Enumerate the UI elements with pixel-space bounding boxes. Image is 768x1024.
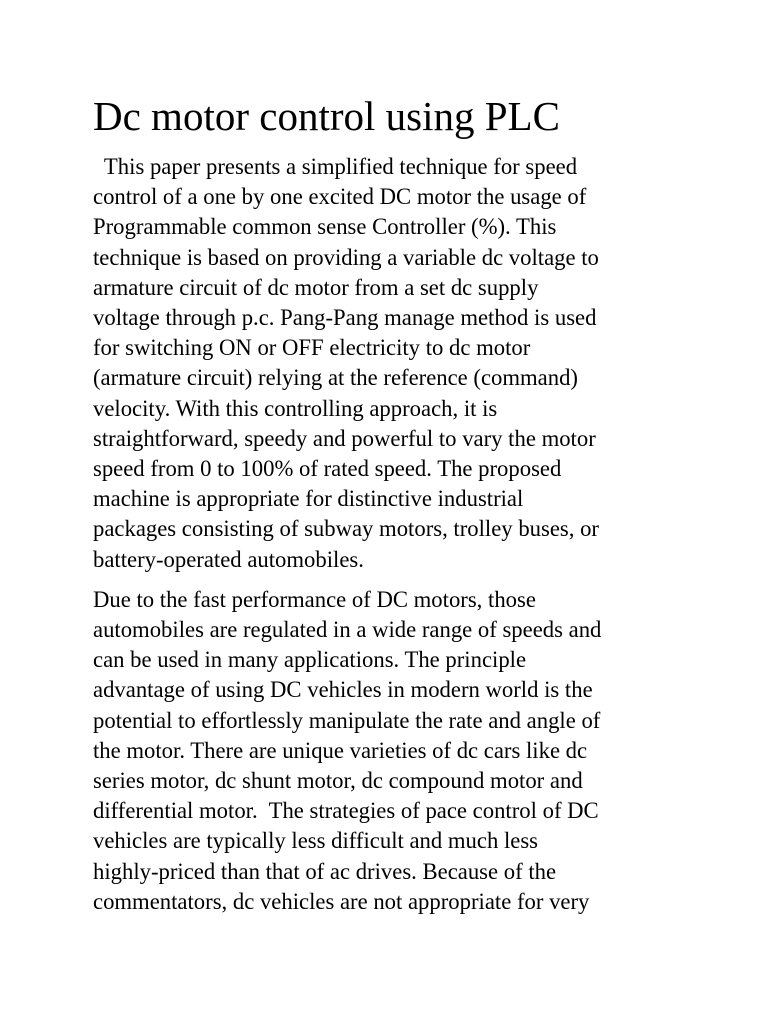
text-line: highly-priced than that of ac drives. Because of the — [93, 858, 557, 884]
text-line: This paper presents a simplified technique for speed — [93, 154, 578, 179]
text-line: advantage of using DC vehicles in modern world is the — [93, 677, 593, 703]
paragraph-body — [93, 585, 683, 917]
text-line: (armature circuit) relying at the reference (command) — [93, 365, 578, 391]
text-line: the motor. There are unique varieties of dc cars like dc — [93, 737, 588, 763]
document-title: Dc motor control using PLC — [93, 93, 560, 139]
text-line: voltage through p.c. Pang-Pang manage method is used — [93, 305, 597, 331]
text-line: straightforward, speedy and powerful to vary the motor — [93, 425, 596, 451]
text-line: can be used in many applications. The principle — [93, 647, 527, 673]
text-line: series motor, dc shunt motor, dc compound motor and — [93, 768, 583, 794]
text-line: Programmable common sense Controller (%). This — [93, 214, 557, 240]
text-line: velocity. With this controlling approach, it is — [93, 395, 498, 421]
text-line: differential motor. The strategies of pace control of DC — [93, 798, 599, 824]
text-line: technique is based on providing a variable dc voltage to — [93, 244, 599, 270]
document-page — [93, 92, 683, 917]
text-line: battery-operated automobiles. — [93, 546, 364, 572]
text-line: speed from 0 to 100% of rated speed. The proposed — [93, 456, 562, 482]
paragraph-abstract — [93, 152, 683, 575]
text-line: vehicles are typically less difficult and much less — [93, 828, 539, 854]
text-line: packages consisting of subway motors, trolley buses, or — [93, 516, 599, 542]
text-line: potential to effortlessly manipulate the rate and angle of — [93, 707, 601, 733]
text-line: Due to the fast performance of DC motors, those — [93, 586, 536, 612]
text-line: machine is appropriate for distinctive industrial — [93, 486, 524, 512]
text-line: commentators, dc vehicles are not appropriate for very — [93, 888, 590, 914]
text-line: automobiles are regulated in a wide range of speeds and — [93, 617, 602, 643]
text-line: armature circuit of dc motor from a set dc supply — [93, 274, 539, 300]
text-line: control of a one by one excited DC motor the usage of — [93, 184, 587, 210]
text-line: for switching ON or OFF electricity to dc motor — [93, 335, 531, 361]
